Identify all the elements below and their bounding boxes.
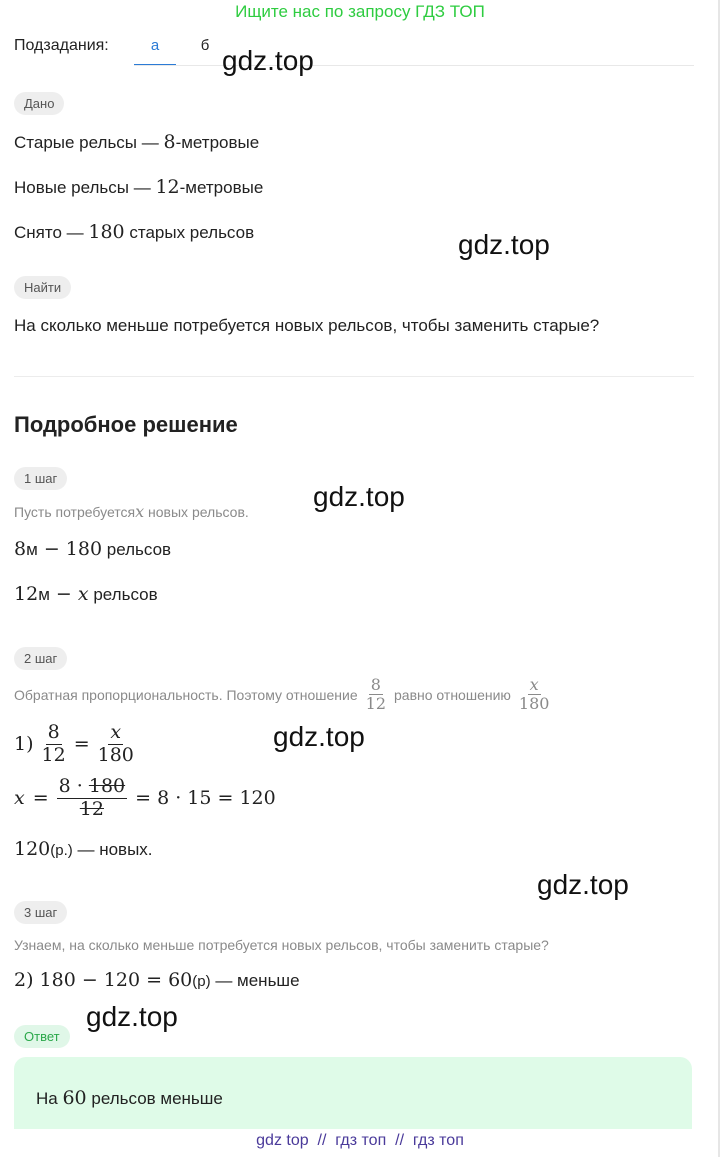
given-line-old: Старые рельсы — 8-метровые (14, 131, 260, 153)
watermark: gdz.top (537, 869, 629, 900)
tabs-divider (134, 65, 694, 66)
solution-title: Подробное решение (14, 412, 238, 437)
step2-pill: 2 шаг (14, 647, 67, 670)
note-fraction-x-180: $\frac{x}{180}$ (518, 675, 550, 714)
note-fraction-8-12: $\frac{8}{12}$ (365, 675, 387, 714)
answer-text: На 60 рельсов меньше (36, 1087, 223, 1109)
step3-equation: 2) 180 − 120 = 60(р) — меньше (14, 969, 300, 991)
equation-2: x = $\frac{8 \cdot 180}{12}$ = 8 · 15 = 120 (14, 775, 276, 820)
given-line-new: Новые рельсы — 12-метровые (14, 176, 264, 198)
tab-b[interactable]: б (200, 37, 210, 54)
section-divider (14, 376, 694, 377)
answer-pill: Ответ (14, 1025, 70, 1048)
watermark: gdz.top (86, 1001, 178, 1032)
watermark: gdz.top (458, 229, 550, 260)
watermark: gdz.top (273, 721, 365, 752)
find-question: На сколько меньше потребуется новых рельсов, чтобы заменить старые? (14, 316, 600, 335)
given-line-removed: Снято — 180 старых рельсов (14, 221, 255, 243)
step3-pill: 3 шаг (14, 901, 67, 924)
given-pill: Дано (14, 92, 64, 115)
step2-result: 120(р.) — новых. (14, 838, 153, 860)
tab-a[interactable]: а (134, 37, 176, 66)
step3-note: Узнаем, на сколько меньше потребуется новых рельсов, чтобы заменить старые? (14, 937, 549, 953)
subtasks-label: Подзадания: (14, 37, 109, 54)
top-banner: Ищите нас по запросу ГДЗ ТОП (235, 2, 485, 21)
step1-line2: 12м − x рельсов (14, 583, 158, 605)
watermark: gdz.top (313, 481, 405, 512)
step1-note: Пусть потребуетсяx новых рельсов. (14, 502, 249, 521)
find-pill: Найти (14, 276, 71, 299)
step1-line1: 8м − 180 рельсов (14, 538, 172, 560)
step1-pill: 1 шаг (14, 467, 67, 490)
footer-links[interactable]: gdz top // гдз топ // гдз топ (256, 1132, 464, 1149)
equation-1: 1) $\frac{8}{12}$ = $\frac{x}{180}$ (14, 721, 134, 766)
watermark: gdz.top (222, 45, 314, 76)
step2-note: Обратная пропорциональность. Поэтому отношение $\frac{8}{12}$ равно отношению $\frac{x}{180}$ (14, 675, 550, 714)
